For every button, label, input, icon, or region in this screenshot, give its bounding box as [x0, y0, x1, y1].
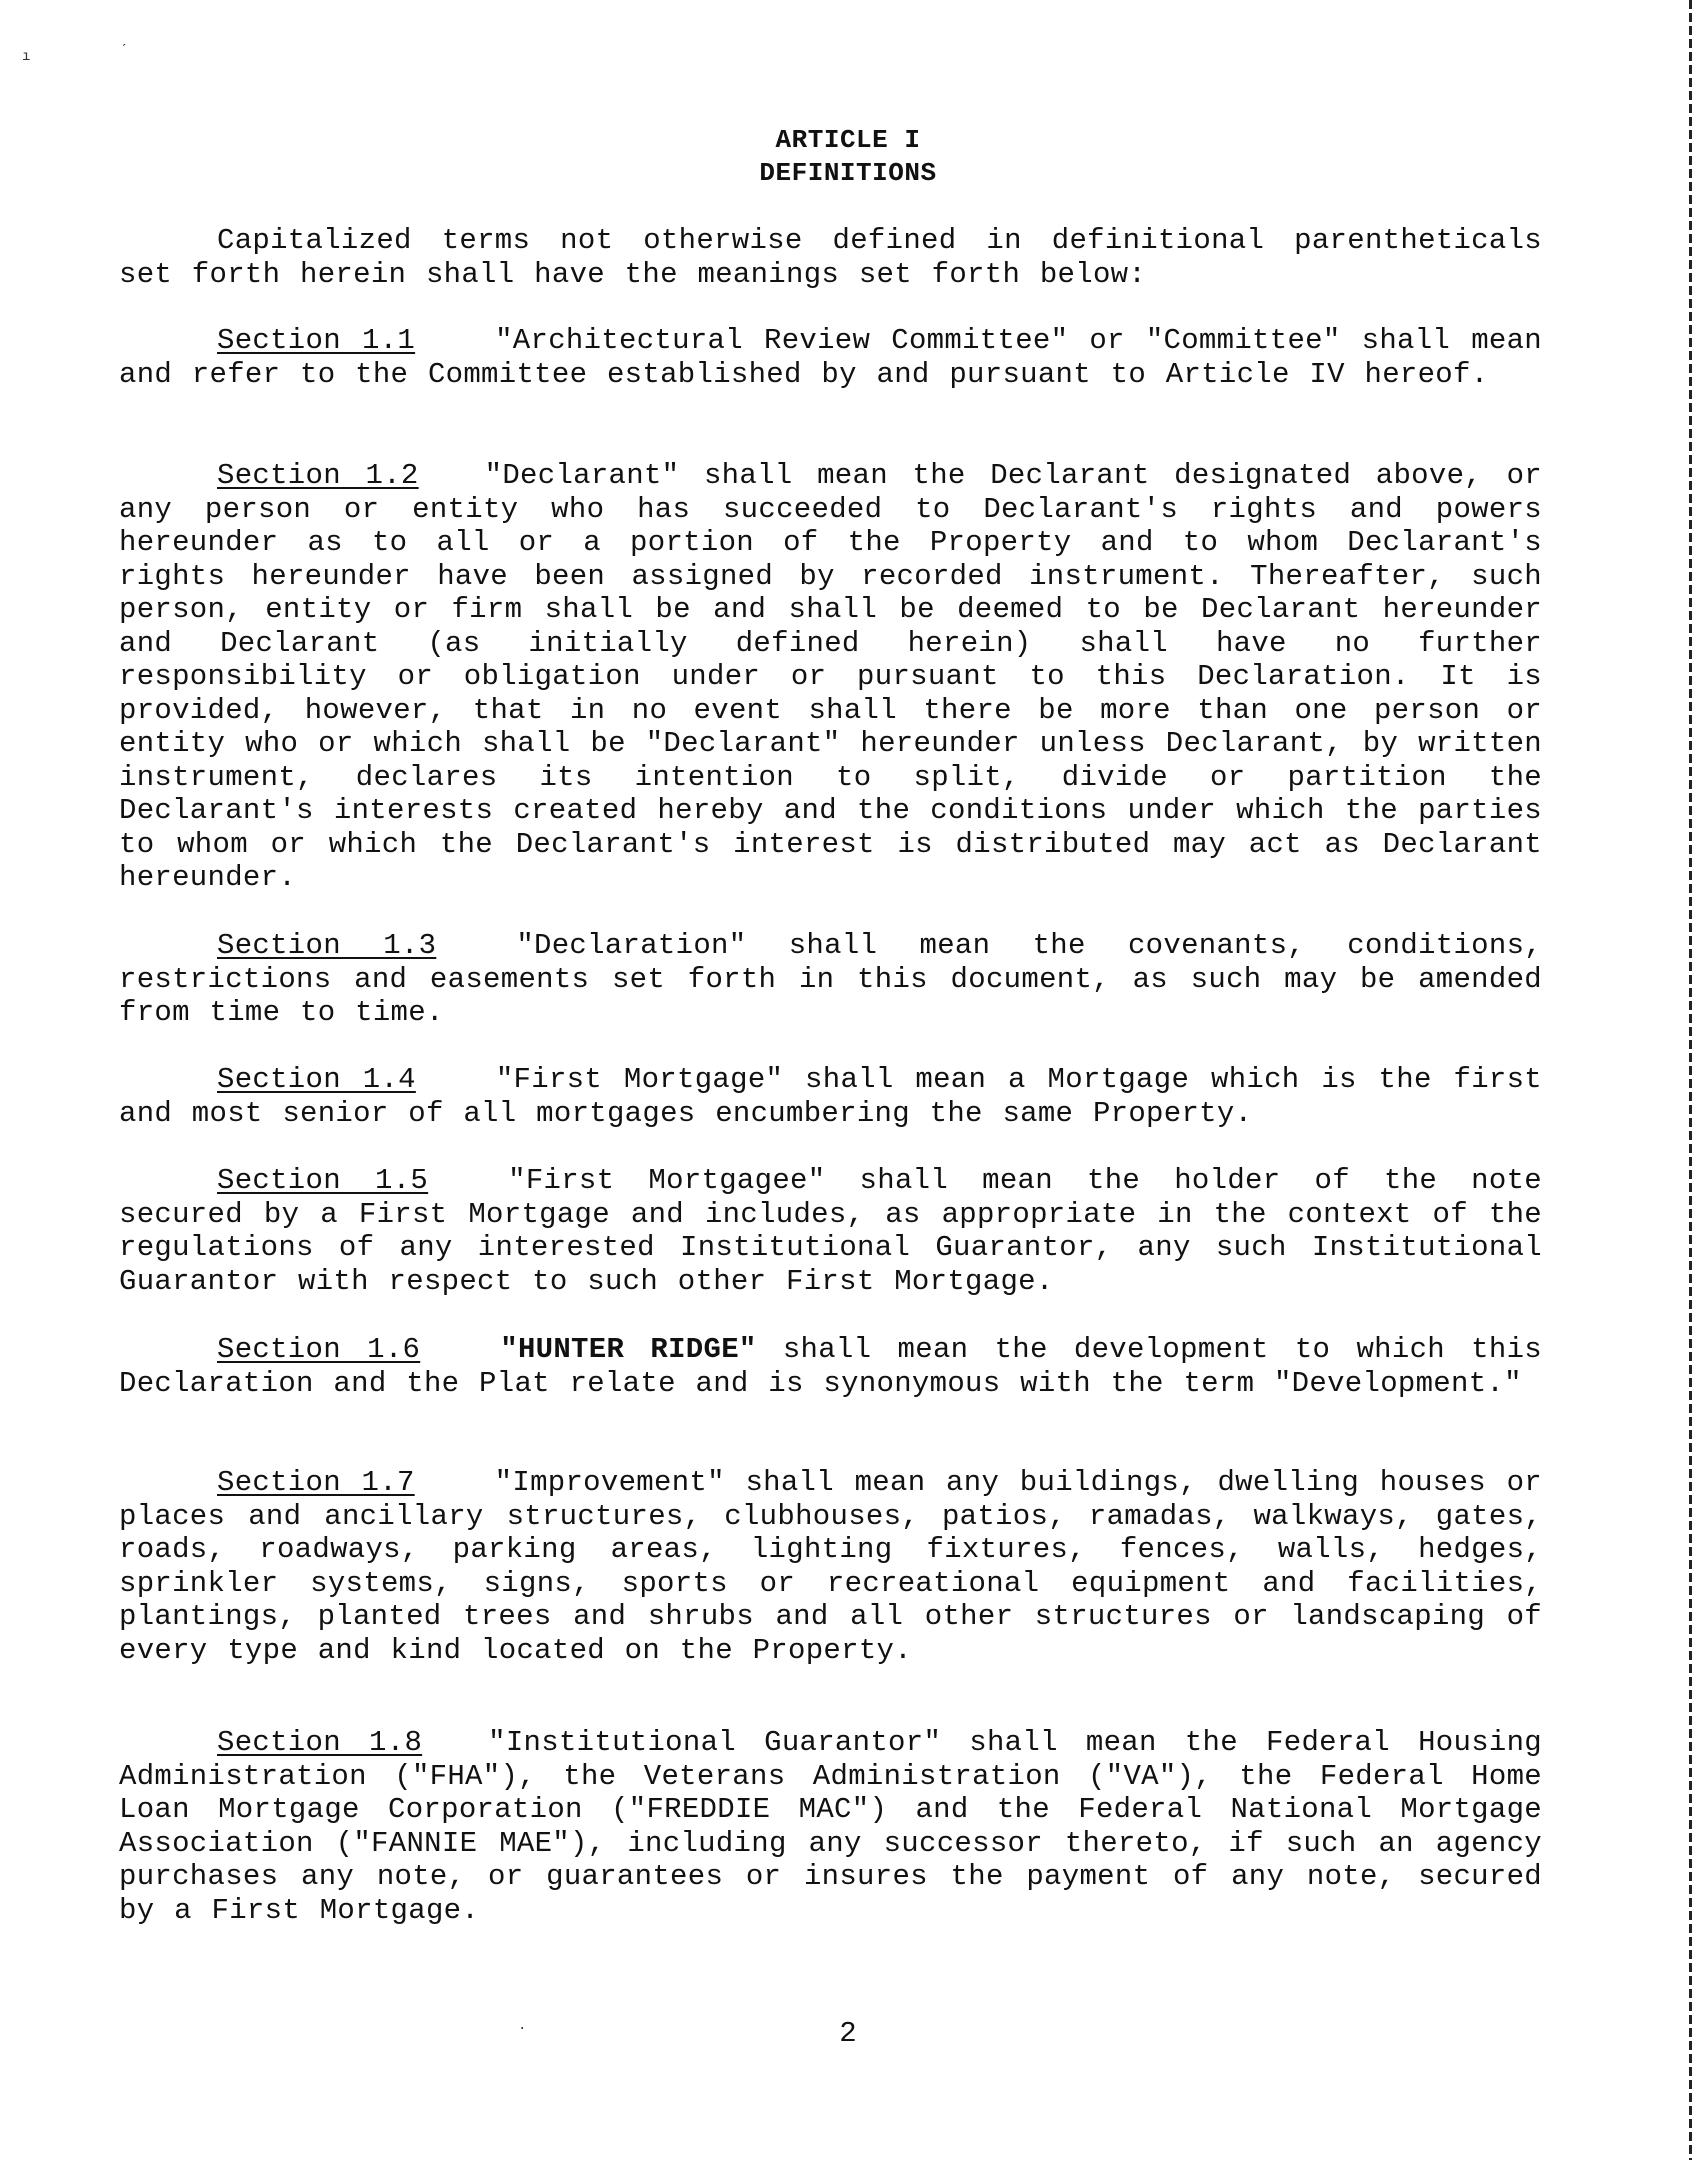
section-label: Section 1.2 — [217, 459, 419, 492]
section-label: Section 1.8 — [217, 1726, 423, 1759]
section-paragraph — [119, 1333, 1542, 1400]
development-name: "HUNTER RIDGE" — [500, 1333, 757, 1366]
article-heading: ARTICLE I — [775, 125, 921, 155]
section-label: Section 1.6 — [217, 1333, 421, 1366]
section-paragraph — [119, 1726, 1542, 1927]
section-text: "Architectural Review Committee" or "Committee" shall mean and refer to the Committee established by and pursuant to Article IV hereof. — [119, 324, 1543, 391]
section-text: "Declarant" shall mean the Declarant designated above, or any person or entity who has succeeded to Declarant's rights and powers hereunder as to all or a portion of the Property and to whom Declarant's rights hereunder have been assigned by recorded instrument. Thereafter, such person, entity or firm shall be and shall be deemed to be Declarant hereunder and Declarant (as initially defined herein) shall have no further responsibility or obligation under or pursuant to this Declaration. It is provided, however, that in no event shall there be more than one person or entity who or which shall be "Declarant" hereunder unless Declarant, by written instrument, declares its intention to split, divide or partition the Declarant's interests created hereby and the conditions under which the parties to whom or which the Declarant's interest is distributed may act as Declarant hereunder. — [119, 459, 1543, 894]
section-paragraph — [119, 1063, 1542, 1130]
section-text: "First Mortgagee" shall mean the holder of the note secured by a First Mortgage and includes, as appropriate in the context of the regulations of any interested Institutional Guarantor, any such Institutional Guarantor with respect to such other First Mortgage. — [119, 1164, 1542, 1298]
section-text: "Improvement" shall mean any buildings, dwelling houses or places and ancillary structures, clubhouses, patios, ramadas, walkways, gates, roads, roadways, parking areas, lighting fixtures, fences, walls, hedges, sprinkler systems, signs, sports or recreational equipment and facilities, plantings, planted trees and shrubs and all other structures or landscaping of every type and kind located on the Property. — [119, 1466, 1542, 1667]
section-paragraph — [119, 324, 1542, 391]
scan-speck: ˊ — [120, 43, 129, 59]
scan-edge-mark — [1689, 0, 1692, 2160]
section-label: Section 1.5 — [217, 1164, 429, 1197]
intro-text: Capitalized terms not otherwise defined in definitional parentheticals set forth herein shall have the meanings set forth below: — [119, 224, 1542, 291]
intro-paragraph — [119, 224, 1542, 291]
section-label: Section 1.4 — [217, 1063, 416, 1096]
article-title: DEFINITIONS — [759, 158, 937, 188]
section-label: Section 1.7 — [217, 1466, 415, 1499]
scan-speck: · — [518, 2021, 527, 2037]
section-text: "Declaration" shall mean the covenants, conditions, restrictions and easements set forth in this document, as such may be amended from time to time. — [119, 929, 1542, 1029]
page-number: 2 — [839, 2017, 857, 2050]
section-paragraph — [119, 1466, 1542, 1667]
section-label: Section 1.1 — [217, 324, 416, 357]
section-text: "Institutional Guarantor" shall mean the Federal Housing Administration ("FHA"), the Veterans Administration ("VA"), the Federal Home Loan Mortgage Corporation ("FREDDIE MAC") and the Federal National Mortgage Association ("FANNIE MAE"), including any successor thereto, if such an agency purchases any note, or guarantees or insures the payment of any note, secured by a First Mortgage. — [119, 1726, 1543, 1927]
section-paragraph — [119, 929, 1542, 1030]
section-text: shall mean the development to which this Declaration and the Plat relate and is synonymous with the term "Development." — [119, 1333, 1542, 1400]
scan-speck: ı — [22, 49, 31, 65]
section-paragraph — [119, 459, 1542, 895]
section-label: Section 1.3 — [217, 929, 437, 962]
section-paragraph — [119, 1164, 1542, 1298]
section-text: "First Mortgage" shall mean a Mortgage which is the first and most senior of all mortgages encumbering the same Property. — [119, 1063, 1543, 1130]
